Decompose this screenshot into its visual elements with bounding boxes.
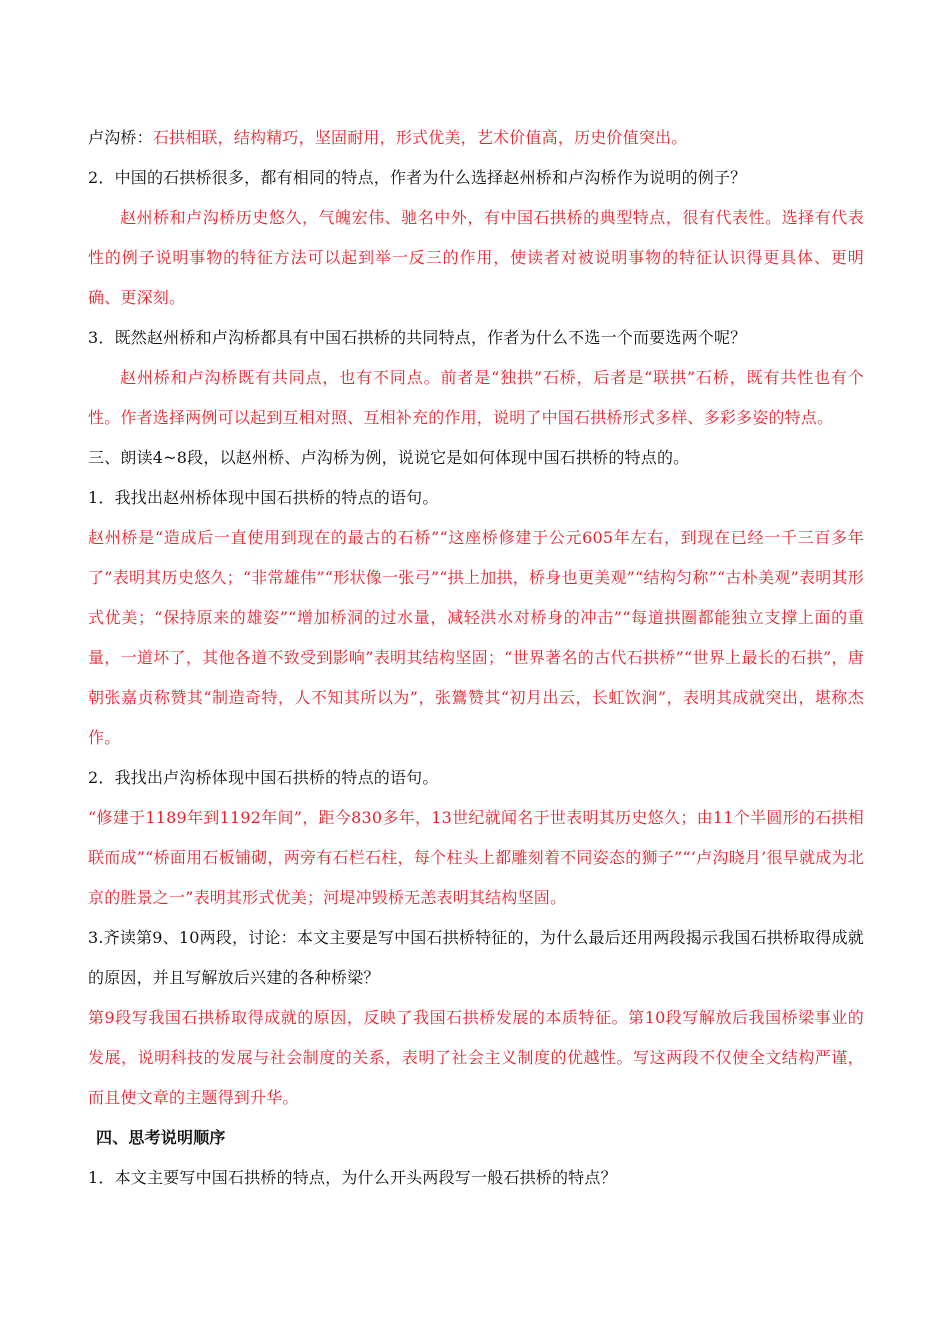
question-2: 2．中国的石拱桥很多，都有相同的特点，作者为什么选择赵州桥和卢沟桥作为说明的例子？ [88,168,747,187]
section-3-heading: 三、朗读4~8段，以赵州桥、卢沟桥为例，说说它是如何体现中国石拱桥的特点的。 [88,448,690,467]
answer-2: 赵州桥和卢沟桥历史悠久，气魄宏伟、驰名中外，有中国石拱桥的典型特点，很有代表性。选择有代表性的例子说明事物的特征方法可以起到举一反三的作用，使读者对被说明事物的特征认识得更具体、更明确、更深刻。 [88,208,864,307]
question-3: 3．既然赵州桥和卢沟桥都具有中国石拱桥的共同特点，作者为什么不选一个而要选两个呢？ [88,328,747,347]
answer-lugou-bridge [88,122,864,154]
answer-3-3: 第9段写我国石拱桥取得成就的原因，反映了我国石拱桥发展的本质特征。第10段写解放后我国桥梁事业的发展，说明科技的发展与社会制度的关系，表明了社会主义制度的优越性。写这两段不仅使全文结构严谨，而且使文章的主题得到升华。 [88,1008,864,1107]
answer-label: 卢沟桥： [88,128,153,147]
task-3-2: 2．我找出卢沟桥体现中国石拱桥的特点的语句。 [88,768,439,787]
answer-3: 赵州桥和卢沟桥既有共同点，也有不同点。前者是“独拱”石桥，后者是“联拱”石桥，既有共性也有个性。作者选择两例可以起到互相对照、互相补充的作用，说明了中国石拱桥形式多样、多彩多姿的特点。 [88,368,864,427]
task-3-3: 3.齐读第9、10两段，讨论：本文主要是写中国石拱桥特征的，为什么最后还用两段揭示我国石拱桥取得成就的原因，并且写解放后兴建的各种桥梁？ [88,928,864,987]
task-3-1: 1．我找出赵州桥体现中国石拱桥的特点的语句。 [88,488,439,507]
answer-text: 石拱相联，结构精巧，坚固耐用，形式优美，艺术价值高，历史价值突出。 [152,128,688,147]
answer-3-2: “修建于1189年到1192年间”，距今830多年，13世纪就闻名于世表明其历史悠久；由11个半圆形的石拱相联而成”“桥面用石板铺砌，两旁有石栏石柱，每个柱头上都雕刻着不同姿态的狮子”“‘卢沟晓月’很早就成为北京的胜景之一”表明其形式优美；河堤冲毁桥无恙表明其结构坚固。 [88,808,864,907]
question-4-1: 1．本文主要写中国石拱桥的特点，为什么开头两段写一般石拱桥的特点？ [88,1168,617,1187]
section-4-heading: 四、思考说明顺序 [96,1128,226,1147]
answer-3-1: 赵州桥是“造成后一直使用到现在的最古的石桥”“这座桥修建于公元605年左右，到现在已经一千三百多年了”表明其历史悠久；“非常雄伟”“形状像一张弓”“拱上加拱，桥身也更美观”“结构匀称”“古朴美观”表明其形式优美；“保持原来的雄姿”“增加桥洞的过水量，减轻洪水对桥身的冲击”“每道拱圈都能独立支撑上面的重量，一道坏了，其他各道不致受到影响”表明其结构坚固；“世界著名的古代石拱桥”“世界上最长的石拱”，唐朝张嘉贞称赞其“制造奇特，人不知其所以为”，张鷟赞其“初月出云，长虹饮涧”，表明其成就突出，堪称杰作。 [88,528,864,747]
document-page [88,122,864,1198]
